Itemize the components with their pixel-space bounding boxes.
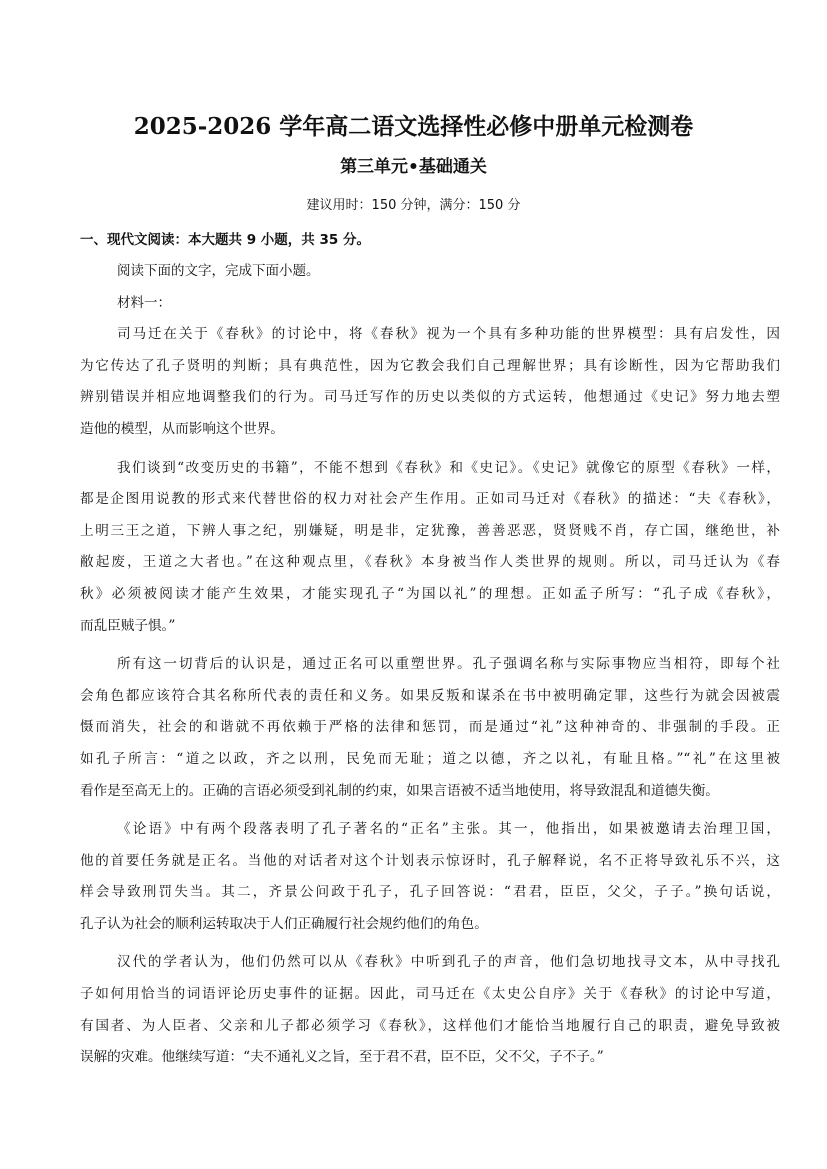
paragraph-line: 我们谈到“改变历史的书籍”，不能不想到《春秋》和《史记》。《史记》就像它的原型《春秋》一样，	[117, 459, 780, 476]
material-label: 材料一：	[117, 294, 171, 311]
paragraph-gap	[80, 940, 780, 947]
paragraph-line: 如孔子所言：“道之以政，齐之以刑，民免而无耻；道之以德，齐之以礼，有耻且格。”“礼”在这里被	[80, 750, 780, 767]
paragraph-line: 造他的模型，从而影响这个世界。	[80, 420, 284, 437]
paragraph-line: 辨别错误并相应地调整我们的行为。司马迁写作的历史以类似的方式运转，他想通过《史记》努力地去塑	[80, 389, 780, 406]
paragraph-line: 上明三王之道，下辨人事之纪，别嫌疑，明是非，定犹豫，善善恶恶，贤贤贱不肖，存亡国，继绝世，补	[80, 522, 780, 539]
section-heading: 一、现代文阅读：本大题共 9 小题，共 35 分。	[80, 232, 370, 248]
reading-passage	[80, 256, 780, 1081]
paragraph-line: 所有这一切背后的认识是，通过正名可以重塑世界。孔子强调名称与实际事物应当相符，即每个社	[117, 656, 780, 673]
paragraph-line: 而乱臣贼子惧。”	[80, 617, 176, 634]
paragraph-line: 看作是至高无上的。正确的言语必须受到礼制的约束，如果言语被不适当地使用，将导致混乱和道德失衡。	[80, 782, 719, 799]
instruction: 阅读下面的文字，完成下面小题。	[117, 263, 320, 279]
paragraph-line: 秋》必须被阅读才能产生效果，才能实现孔子“为国以礼”的理想。正如孟子所写：“孔子成《春秋》，	[80, 585, 780, 602]
document-title: 2025-2026 学年高二语文选择性必修中册单元检测卷	[133, 113, 694, 140]
paragraph-line: 有国者、为人臣者、父亲和儿子都必须学习《春秋》，这样他们才能恰当地履行自己的职责，避免导致被	[80, 1017, 780, 1034]
paragraph-line: 他的首要任务就是正名。当他的对话者对这个计划表示惊讶时，孔子解释说，名不正将导致礼乐不兴，这	[80, 852, 780, 869]
document-subtitle: 第三单元•基础通关	[340, 157, 487, 177]
paragraph	[80, 947, 780, 1073]
paragraphs	[80, 319, 780, 1081]
paragraph	[80, 319, 780, 445]
paragraph-line: 误解的灾难。他继续写道：“夫不通礼义之旨，至于君不君，臣不臣，父不父，子不子。”	[80, 1049, 604, 1066]
paragraph-line: 会角色都应该符合其名称所代表的责任和义务。如果反叛和谋杀在书中被明确定罪，这些行为就会因被震	[80, 687, 780, 704]
paragraph-line: 敝起废，王道之大者也。”在这种观点里，《春秋》本身被当作人类世界的规则。所以，司马迁认为《春	[80, 554, 780, 571]
paragraph-gap	[80, 807, 780, 814]
exam-time-score: 建议用时：150 分钟，满分：150 分	[306, 198, 521, 213]
paragraph-line: 为它传达了孔子贤明的判断；具有典范性，因为它教会我们自己理解世界；具有诊断性，因为它帮助我们	[80, 357, 780, 374]
paragraph-gap	[80, 446, 780, 453]
paragraph-line: 子如何用恰当的词语评论历史事件的证据。因此，司马迁在《太史公自序》关于《春秋》的讨论中写道，	[80, 986, 780, 1003]
paragraph-line: 《论语》中有两个段落表明了孔子著名的“正名”主张。其一，他指出，如果被邀请去治理卫国，	[117, 821, 780, 838]
paragraph-line: 司马迁在关于《春秋》的讨论中，将《春秋》视为一个具有多种功能的世界模型：具有启发性，因	[117, 326, 780, 343]
paragraph-line: 慑而消失，社会的和谐就不再依赖于严格的法律和惩罚，而是通过“礼”这种神奇的、非强制的手段。正	[80, 719, 780, 736]
paragraph	[80, 453, 780, 643]
paragraph-gap	[80, 1074, 780, 1081]
paragraph	[80, 649, 780, 807]
paragraph	[80, 814, 780, 940]
paragraph-line: 汉代的学者认为，他们仍然可以从《春秋》中听到孔子的声音，他们急切地找寻文本，从中寻找孔	[117, 954, 780, 971]
paragraph-line: 都是企图用说教的形式来代替世俗的权力对社会产生作用。正如司马迁对《春秋》的描述：“夫《春秋》，	[80, 491, 780, 508]
paragraph-gap	[80, 642, 780, 649]
paragraph-line: 孔子认为社会的顺利运转取决于人们正确履行社会规约他们的角色。	[80, 915, 488, 932]
paragraph-line: 样会导致刑罚失当。其二，齐景公问政于孔子，孔子回答说：“君君，臣臣，父父，子子。”换句话说，	[80, 884, 780, 901]
